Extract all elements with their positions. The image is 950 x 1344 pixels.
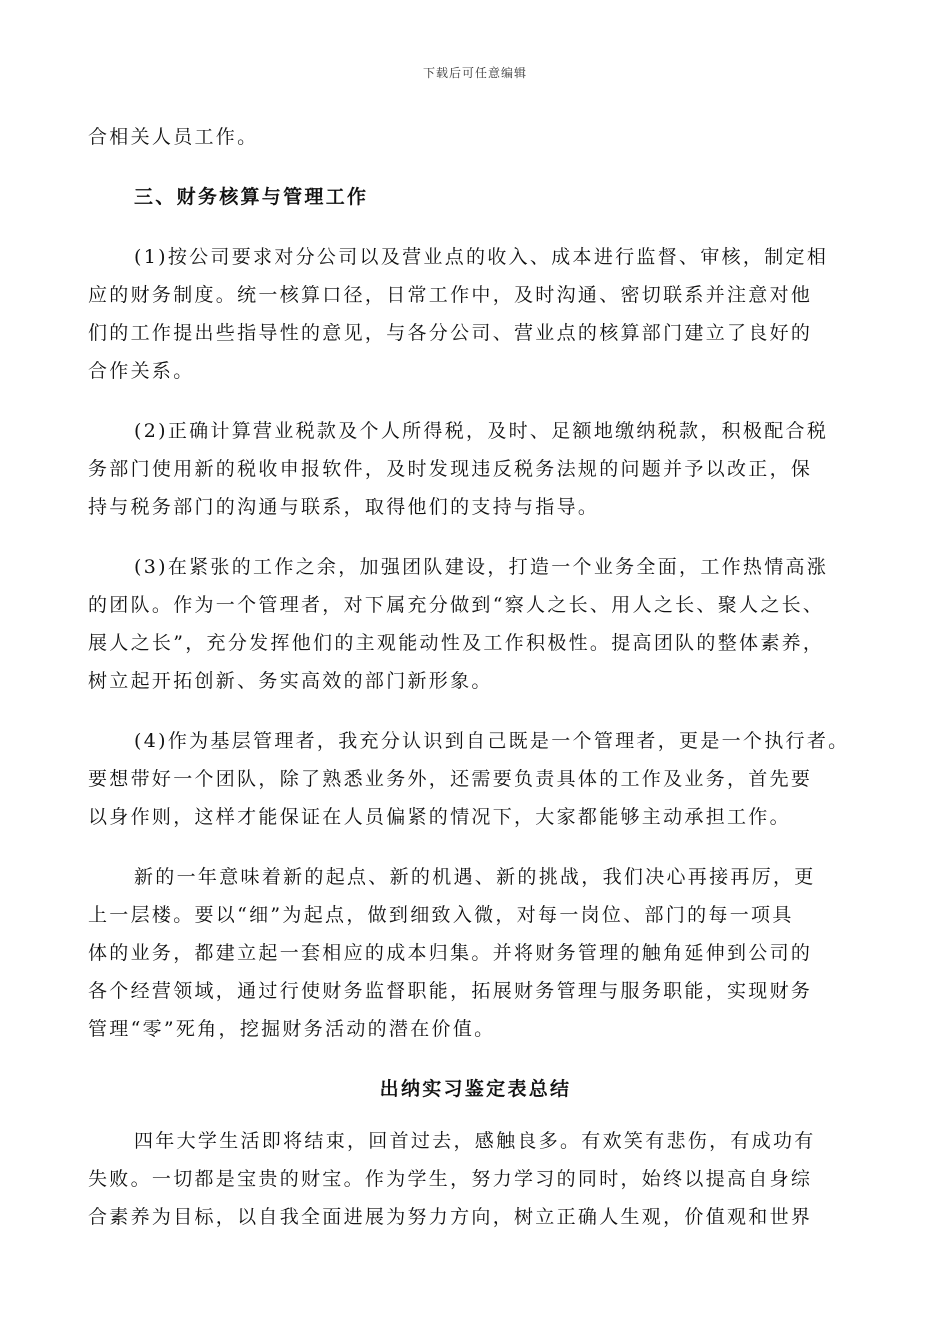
paragraph-5 <box>88 858 863 1048</box>
paragraph-line: 体的业务，都建立起一套相应的成本归集。并将财务管理的触角延伸到公司的 <box>88 942 813 964</box>
paragraph-line: 持与税务部门的沟通与联系，取得他们的支持与指导。 <box>88 496 600 518</box>
document-title: 出纳实习鉴定表总结 <box>379 1078 572 1100</box>
section-heading: 三、财务核算与管理工作 <box>134 186 369 208</box>
paragraph-line: 合作关系。 <box>88 360 195 382</box>
paragraph-2 <box>88 412 863 526</box>
paragraph-line: 务部门使用新的税收申报软件，及时发现违反税务法规的问题并予以改正，保 <box>88 458 813 480</box>
paragraph-line: 上一层楼。要以“细”为起点，做到细致入微，对每一岗位、部门的每一项具 <box>88 904 794 926</box>
paragraph-line: (3)在紧张的工作之余，加强团队建设，打造一个业务全面，工作热情高涨 <box>134 556 829 578</box>
paragraph-4 <box>88 722 863 836</box>
paragraph-line: 树立起开拓创新、务实高效的部门新形象。 <box>88 670 493 692</box>
paragraph-line: 失败。一切都是宝贵的财宝。作为学生，努力学习的同时，始终以提高自身综 <box>88 1168 813 1190</box>
paragraph-line: 各个经营领域，通过行使财务监督职能，拓展财务管理与服务职能，实现财务 <box>88 980 813 1002</box>
paragraph-line: (4)作为基层管理者，我充分认识到自己既是一个管理者，更是一个执行者。 <box>134 730 850 752</box>
paragraph-line: (1)按公司要求对分公司以及营业点的收入、成本进行监督、审核，制定相 <box>134 246 829 268</box>
document-body <box>88 118 863 1236</box>
page-header-note: 下载后可任意编辑 <box>422 66 527 80</box>
paragraph-line: 要想带好一个团队，除了熟悉业务外，还需要负责具体的工作及业务，首先要 <box>88 768 813 790</box>
paragraph-line: 们的工作提出些指导性的意见，与各分公司、营业点的核算部门建立了良好的 <box>88 322 813 344</box>
paragraph-1 <box>88 238 863 390</box>
paragraph-3 <box>88 548 863 700</box>
paragraph-6 <box>88 1122 863 1236</box>
paragraph-line: 以身作则，这样才能保证在人员偏紧的情况下，大家都能够主动承担工作。 <box>88 806 791 828</box>
paragraph-line: 应的财务制度。统一核算口径，日常工作中，及时沟通、密切联系并注意对他 <box>88 284 813 306</box>
paragraph-line: 展人之长”，充分发挥他们的主观能动性及工作积极性。提高团队的整体素养， <box>88 632 825 654</box>
paragraph-line: (2)正确计算营业税款及个人所得税，及时、足额地缴纳税款，积极配合税 <box>134 420 829 442</box>
paragraph-line: 管理“零”死角，挖掘财务活动的潜在价值。 <box>88 1018 496 1040</box>
intro-line: 合相关人员工作。 <box>88 126 259 148</box>
paragraph-line: 合素养为目标，以自我全面进展为努力方向，树立正确人生观，价值观和世界 <box>88 1206 813 1228</box>
paragraph-line: 的团队。作为一个管理者，对下属充分做到“察人之长、用人之长、聚人之长、 <box>88 594 825 616</box>
paragraph-line: 四年大学生活即将结束，回首过去，感触良多。有欢笑有悲伤，有成功有 <box>134 1130 816 1152</box>
paragraph-line: 新的一年意味着新的起点、新的机遇、新的挑战，我们决心再接再厉，更 <box>134 866 816 888</box>
